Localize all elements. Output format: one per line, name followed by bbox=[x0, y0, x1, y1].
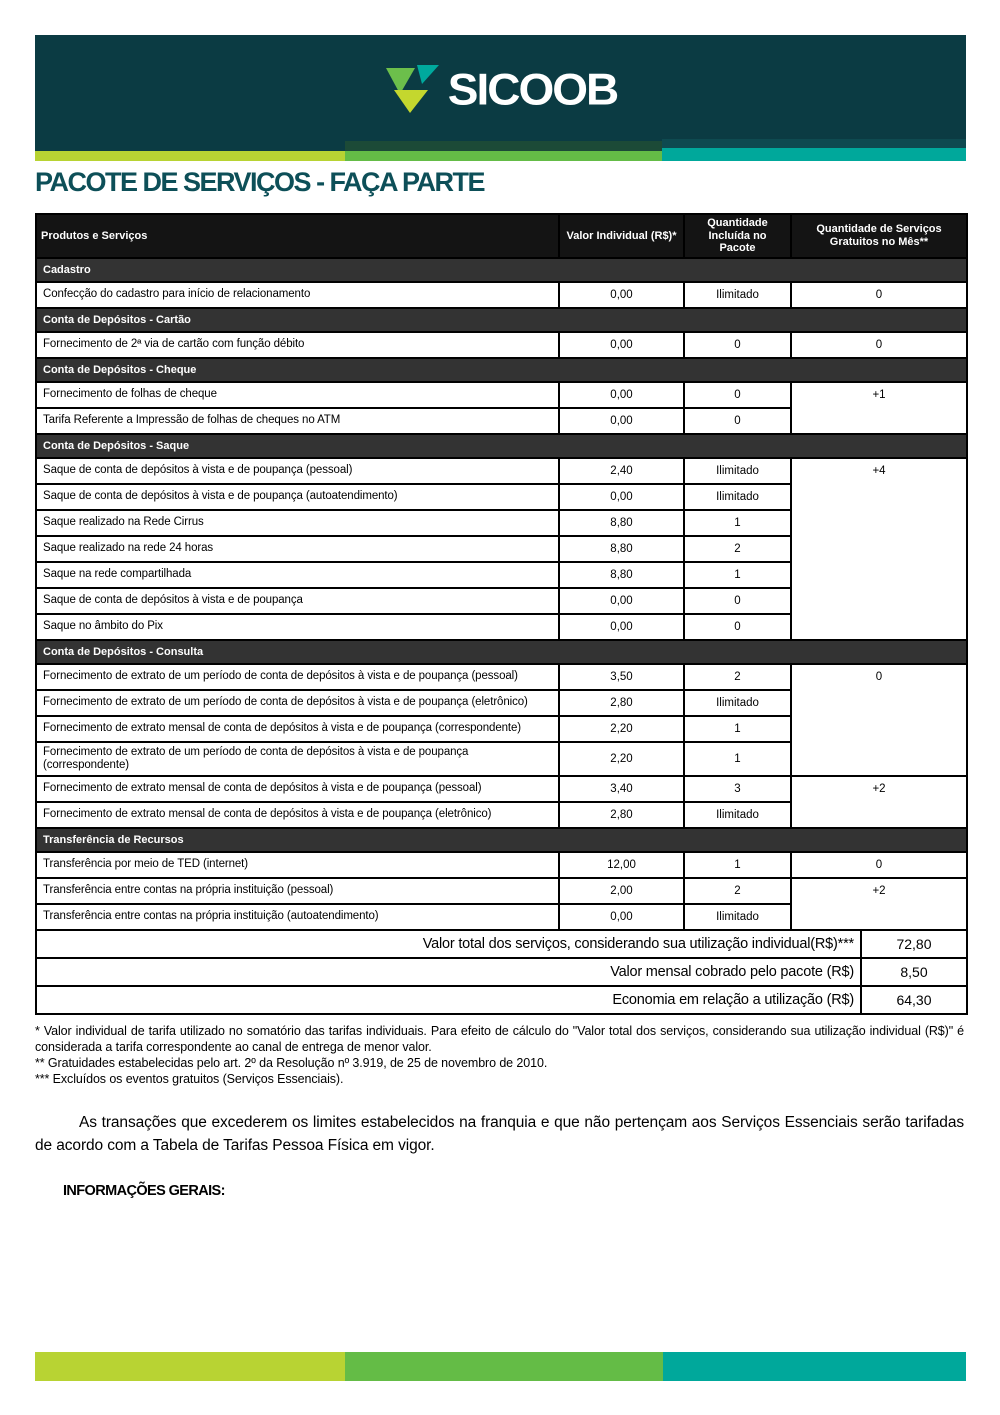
service-valor: 8,80 bbox=[559, 510, 684, 536]
service-label: Fornecimento de extrato mensal de conta de depósitos à vista e de poupança (pessoal) bbox=[36, 776, 559, 802]
table-row bbox=[36, 664, 967, 690]
service-label: Fornecimento de extrato mensal de conta de depósitos à vista e de poupança (eletrônico) bbox=[36, 802, 559, 828]
summary-label: Valor mensal cobrado pelo pacote (R$) bbox=[36, 958, 861, 986]
service-incluida: Ilimitado bbox=[684, 904, 791, 930]
service-valor: 3,50 bbox=[559, 664, 684, 690]
summary-row-economia bbox=[36, 986, 967, 1014]
service-incluida: Ilimitado bbox=[684, 802, 791, 828]
section-row-transferencia bbox=[36, 828, 967, 852]
header-accent-green bbox=[345, 141, 662, 151]
service-label: Transferência entre contas na própria instituição (pessoal) bbox=[36, 878, 559, 904]
table-row bbox=[36, 332, 967, 358]
table-row bbox=[36, 282, 967, 308]
table-row bbox=[36, 776, 967, 802]
service-valor: 2,80 bbox=[559, 690, 684, 716]
bar-segment-teal bbox=[662, 148, 966, 161]
service-label: Saque realizado na rede 24 horas bbox=[36, 536, 559, 562]
service-valor: 0,00 bbox=[559, 332, 684, 358]
service-label: Fornecimento de 2ª via de cartão com função débito bbox=[36, 332, 559, 358]
service-label: Confecção do cadastro para início de relacionamento bbox=[36, 282, 559, 308]
table-row bbox=[36, 458, 967, 484]
section-title: Cadastro bbox=[36, 258, 967, 282]
service-valor: 12,00 bbox=[559, 852, 684, 878]
service-valor: 0,00 bbox=[559, 904, 684, 930]
table-row bbox=[36, 382, 967, 408]
service-gratuitos-merged: +2 bbox=[791, 776, 967, 828]
general-info-heading: INFORMAÇÕES GERAIS: bbox=[63, 1183, 225, 1200]
col-header-quantidade-gratuitos: Quantidade de Serviços Gratuitos no Mês** bbox=[791, 214, 967, 258]
service-valor: 3,40 bbox=[559, 776, 684, 802]
footnote-1: * Valor individual de tarifa utilizado no somatório das tarifas individuais. Para efeito de cálculo do "Valor total dos serviços, considerando sua utilização individual (R$)" é considerada a tarifa correspondente ao canal de entrega de menor valor. bbox=[35, 1023, 964, 1054]
service-gratuitos: 0 bbox=[791, 282, 967, 308]
service-valor: 2,20 bbox=[559, 716, 684, 742]
service-incluida: 1 bbox=[684, 852, 791, 878]
service-incluida: 0 bbox=[684, 408, 791, 434]
service-label: Saque de conta de depósitos à vista e de poupança bbox=[36, 588, 559, 614]
section-row-saque bbox=[36, 434, 967, 458]
service-incluida: Ilimitado bbox=[684, 282, 791, 308]
service-valor: 0,00 bbox=[559, 588, 684, 614]
header-color-bar bbox=[35, 151, 966, 161]
service-label: Saque realizado na Rede Cirrus bbox=[36, 510, 559, 536]
summary-table bbox=[35, 929, 968, 1015]
service-gratuitos-merged: +1 bbox=[791, 382, 967, 434]
bar-segment-lightgreen bbox=[35, 1352, 345, 1381]
logo-wordmark: SICOOB bbox=[447, 64, 618, 114]
service-label: Fornecimento de extrato de um período de conta de depósitos à vista e de poupança (eletrônico) bbox=[36, 690, 559, 716]
service-label: Fornecimento de folhas de cheque bbox=[36, 382, 559, 408]
section-title: Conta de Depósitos - Consulta bbox=[36, 640, 967, 664]
footnotes bbox=[35, 1023, 964, 1087]
sicoob-logo bbox=[384, 63, 617, 115]
service-label: Fornecimento de extrato de um período de conta de depósitos à vista e de poupança (correspondente) bbox=[36, 742, 559, 776]
service-valor: 0,00 bbox=[559, 614, 684, 640]
summary-value: 72,80 bbox=[861, 930, 967, 958]
service-valor: 2,00 bbox=[559, 878, 684, 904]
section-title: Conta de Depósitos - Saque bbox=[36, 434, 967, 458]
service-gratuitos: 0 bbox=[791, 852, 967, 878]
service-incluida: Ilimitado bbox=[684, 458, 791, 484]
bar-segment-lightgreen bbox=[35, 151, 345, 161]
service-label: Saque no âmbito do Pix bbox=[36, 614, 559, 640]
service-label: Fornecimento de extrato mensal de conta de depósitos à vista e de poupança (correspondente) bbox=[36, 716, 559, 742]
bar-segment-green bbox=[345, 1352, 663, 1381]
service-valor: 8,80 bbox=[559, 536, 684, 562]
service-incluida: Ilimitado bbox=[684, 690, 791, 716]
summary-label: Valor total dos serviços, considerando sua utilização individual(R$)*** bbox=[36, 930, 861, 958]
summary-row-total bbox=[36, 930, 967, 958]
service-label: Saque de conta de depósitos à vista e de poupança (pessoal) bbox=[36, 458, 559, 484]
service-valor: 0,00 bbox=[559, 408, 684, 434]
service-incluida: 2 bbox=[684, 878, 791, 904]
service-gratuitos-merged: +2 bbox=[791, 878, 967, 930]
service-valor: 0,00 bbox=[559, 282, 684, 308]
brand-header bbox=[35, 35, 966, 151]
footnote-3: *** Excluídos os eventos gratuitos (Serviços Essenciais). bbox=[35, 1071, 344, 1086]
section-row-consulta bbox=[36, 640, 967, 664]
service-valor: 0,00 bbox=[559, 382, 684, 408]
table-row bbox=[36, 852, 967, 878]
service-label: Tarifa Referente a Impressão de folhas de cheques no ATM bbox=[36, 408, 559, 434]
service-incluida: 1 bbox=[684, 742, 791, 776]
service-valor: 0,00 bbox=[559, 484, 684, 510]
service-label: Transferência entre contas na própria instituição (autoatendimento) bbox=[36, 904, 559, 930]
footnote-2: ** Gratuidades estabelecidas pelo art. 2º da Resolução nº 3.919, de 25 de novembro de 2010. bbox=[35, 1055, 548, 1070]
bar-segment-green bbox=[345, 151, 662, 161]
service-valor: 2,40 bbox=[559, 458, 684, 484]
service-incluida: Ilimitado bbox=[684, 484, 791, 510]
service-valor: 8,80 bbox=[559, 562, 684, 588]
service-incluida: 2 bbox=[684, 664, 791, 690]
service-incluida: 2 bbox=[684, 536, 791, 562]
bar-segment-teal bbox=[663, 1352, 966, 1381]
section-row-cartao bbox=[36, 308, 967, 332]
section-row-cheque bbox=[36, 358, 967, 382]
service-label: Saque de conta de depósitos à vista e de poupança (autoatendimento) bbox=[36, 484, 559, 510]
table-header-row bbox=[36, 214, 967, 258]
services-table bbox=[35, 213, 968, 931]
service-valor: 2,80 bbox=[559, 802, 684, 828]
summary-label: Economia em relação a utilização (R$) bbox=[36, 986, 861, 1014]
content-area bbox=[35, 213, 966, 1199]
service-valor: 2,20 bbox=[559, 742, 684, 776]
service-gratuitos: 0 bbox=[791, 332, 967, 358]
section-title: Conta de Depósitos - Cheque bbox=[36, 358, 967, 382]
service-incluida: 0 bbox=[684, 332, 791, 358]
table-row bbox=[36, 878, 967, 904]
service-gratuitos-merged: +4 bbox=[791, 458, 967, 640]
sicoob-logo-icon bbox=[384, 63, 440, 115]
service-incluida: 0 bbox=[684, 614, 791, 640]
service-incluida: 3 bbox=[684, 776, 791, 802]
service-incluida: 1 bbox=[684, 510, 791, 536]
summary-row-mensal bbox=[36, 958, 967, 986]
service-incluida: 1 bbox=[684, 562, 791, 588]
col-header-quantidade-pacote: Quantidade Incluída no Pacote bbox=[684, 214, 791, 258]
section-row-cadastro bbox=[36, 258, 967, 282]
footer-color-bar bbox=[35, 1352, 966, 1381]
service-incluida: 0 bbox=[684, 588, 791, 614]
summary-value: 8,50 bbox=[861, 958, 967, 986]
col-header-valor: Valor Individual (R$)* bbox=[559, 214, 684, 258]
service-incluida: 0 bbox=[684, 382, 791, 408]
summary-value: 64,30 bbox=[861, 986, 967, 1014]
service-incluida: 1 bbox=[684, 716, 791, 742]
col-header-produtos: Produtos e Serviços bbox=[36, 214, 559, 258]
service-label: Transferência por meio de TED (internet) bbox=[36, 852, 559, 878]
service-label: Fornecimento de extrato de um período de conta de depósitos à vista e de poupança (pessoal) bbox=[36, 664, 559, 690]
body-paragraph: As transações que excederem os limites estabelecidos na franquia e que não pertençam aos Serviços Essenciais serão tarifadas de acordo com a Tabela de Tarifas Pessoa Física em vigor. bbox=[35, 1113, 964, 1155]
service-label: Saque na rede compartilhada bbox=[36, 562, 559, 588]
page-title: PACOTE DE SERVIÇOS - FAÇA PARTE bbox=[35, 167, 485, 197]
service-gratuitos-merged: 0 bbox=[791, 664, 967, 776]
section-title: Transferência de Recursos bbox=[36, 828, 967, 852]
section-title: Conta de Depósitos - Cartão bbox=[36, 308, 967, 332]
